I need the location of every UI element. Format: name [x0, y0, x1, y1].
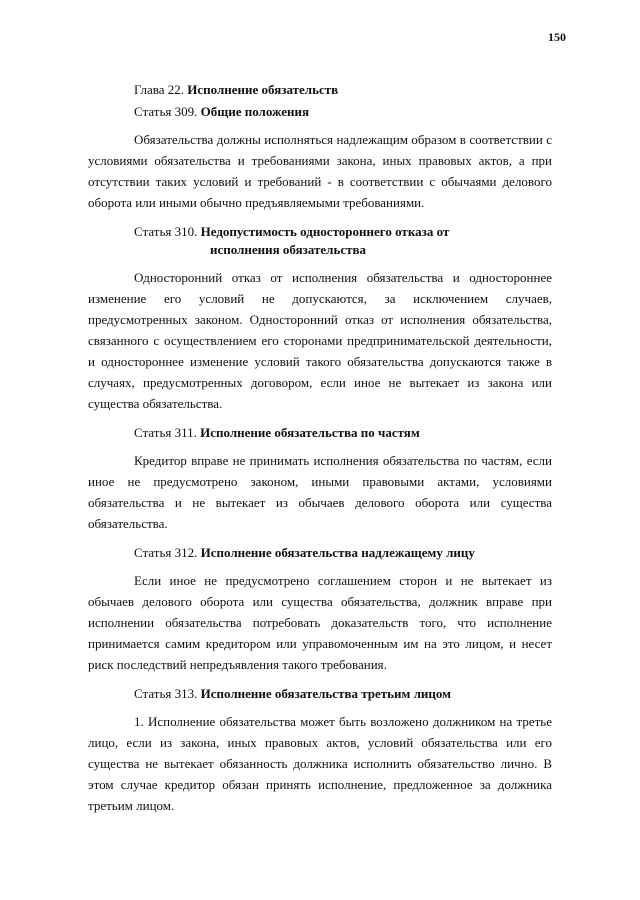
article-310-heading — [134, 223, 552, 259]
page-number: 150 — [548, 30, 566, 44]
chapter-heading — [134, 80, 552, 99]
article-311-text: Кредитор вправе не принимать исполнения обязательства по частям, если иное не предусмотрено законом, иными правовыми актами, условиями обязательства и не вытекает из обычаев делового оборота или существа обязательства. — [88, 453, 552, 531]
chapter-prefix: Глава 22. — [134, 82, 185, 97]
article-309-heading — [134, 103, 552, 121]
article-309-prefix: Статья 309. — [134, 104, 198, 119]
article-310-title-line1: Недопустимость одностороннего отказа от — [200, 224, 450, 239]
article-312-heading — [134, 544, 552, 562]
article-313-heading — [134, 685, 552, 703]
article-313-prefix: Статья 313. — [134, 686, 198, 701]
article-311-prefix: Статья 311. — [134, 425, 197, 440]
article-311-heading — [134, 424, 552, 442]
article-309-text: Обязательства должны исполняться надлежащим образом в соответствии с условиями обязательства и требованиями закона, иных правовых актов, а при отсутствии таких условий и требований - в соответствии с обычаями делового оборота или иными обычно предъявляемыми требованиями. — [88, 132, 552, 210]
article-309-title: Общие положения — [200, 104, 310, 119]
article-312-title: Исполнение обязательства надлежащему лицу — [200, 545, 475, 560]
article-312-text: Если иное не предусмотрено соглашением сторон и не вытекает из обычаев делового оборота или существа обязательства, должник вправе при исполнении обязательства потребовать доказательств того, что исполнение принимается самим кредитором или управомоченным им на это лицом, и несет риск последствий непредъявления такого требования. — [88, 573, 552, 672]
article-311-title: Исполнение обязательства по частям — [200, 425, 420, 440]
article-313-title: Исполнение обязательства третьим лицом — [200, 686, 452, 701]
article-312-prefix: Статья 312. — [134, 545, 198, 560]
article-310-title-line2: исполнения обязательства — [210, 242, 366, 257]
chapter-title: Исполнение обязательств — [187, 82, 339, 97]
page-content — [88, 80, 552, 816]
article-313-text: 1. Исполнение обязательства может быть возложено должником на третье лицо, если из закона, иных правовых актов, условий обязательства или его существа не вытекает обязанность должника исполнить обязательство лично. В этом случае кредитор обязан принять исполнение, предложенное за должника третьим лицом. — [88, 714, 552, 813]
article-310-text: Односторонний отказ от исполнения обязательства и одностороннее изменение его условий не допускаются, за исключением случаев, предусмотренных законом. Односторонний отказ от исполнения обязательства, связанного с осуществлением его сторонами предпринимательской деятельности, и одностороннее изменение условий такого обязательства допускаются также в случаях, предусмотренных договором, если иное не вытекает из закона или существа обязательства. — [88, 270, 552, 411]
article-310-prefix: Статья 310. — [134, 224, 198, 239]
